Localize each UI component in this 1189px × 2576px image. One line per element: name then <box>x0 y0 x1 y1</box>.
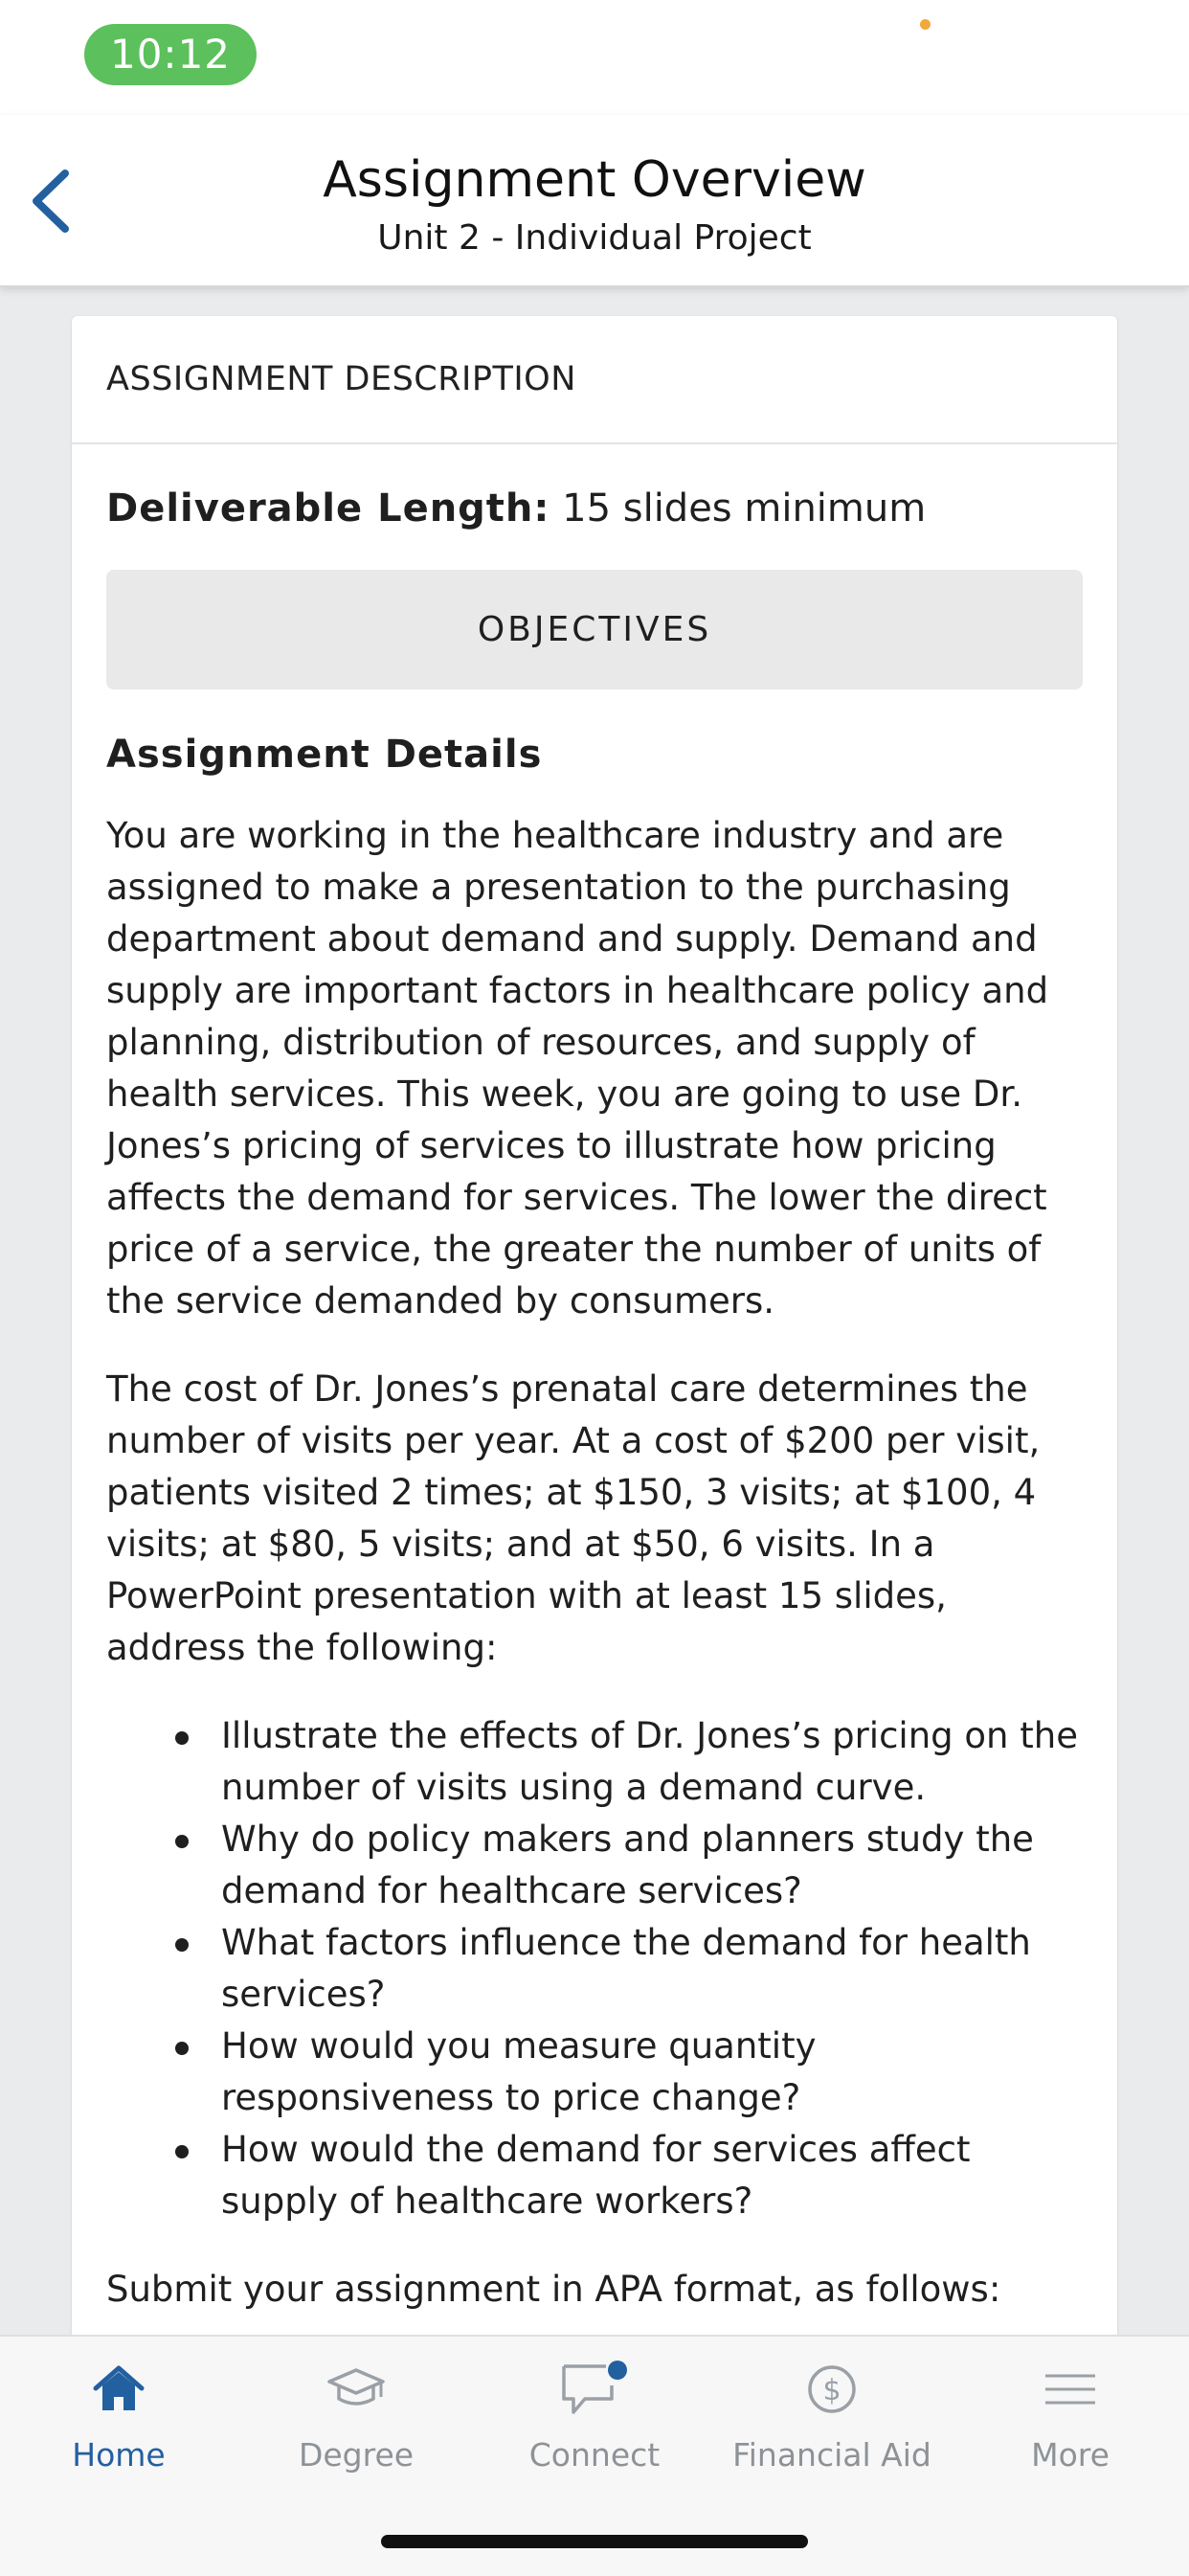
assignment-details-heading: Assignment Details <box>106 733 543 777</box>
list-item: What factors influence the demand for health services? <box>221 1917 1090 2021</box>
home-indicator[interactable] <box>381 2535 808 2548</box>
questions-list <box>106 1710 1083 2227</box>
menu-lines-icon <box>1043 2370 1097 2408</box>
deliverable-length <box>106 479 1083 538</box>
deliverable-value: 15 slides minimum <box>562 486 927 531</box>
graduation-cap-icon <box>325 2362 387 2416</box>
objectives-button[interactable]: OBJECTIVES <box>106 570 1083 689</box>
tab-home[interactable] <box>0 2356 237 2480</box>
list-item: How would the demand for services affect supply of healthcare workers? <box>221 2124 1090 2227</box>
navigation-header <box>0 115 1189 287</box>
details-paragraph-1: You are working in the healthcare industry and are assigned to make a presentation to the purchasing department about demand and supply. Demand and supply are important factors in healthcare policy and planning, distribution of resources, and supply of health services. This week, you are going to use Dr. Jones’s pricing of services to illustrate how pricing affects the demand for services. The lower the direct price of a service, the greater the number of units of the service demanded by consumers. <box>106 815 1049 1322</box>
chevron-left-icon <box>29 168 71 235</box>
status-time: 10:12 <box>84 24 257 85</box>
card-body <box>72 479 1117 2316</box>
details-paragraph-2: The cost of Dr. Jones’s prenatal care determines the number of visits per year. At a cost of $200 per visit, patients visited 2 times; at $150, 3 visits; at $100, 4 visits; at $80, 5 visits; and at $50, 6 visits. In a PowerPoint presentation with at least 15 slides, address the following: <box>106 1368 1041 1668</box>
submit-instructions: Submit your assignment in APA format, as follows: <box>106 2269 1001 2310</box>
tab-connect[interactable] <box>476 2356 713 2480</box>
svg-text:$: $ <box>822 2374 841 2407</box>
tab-label: Connect <box>528 2436 661 2474</box>
tab-label: Financial Aid <box>732 2436 931 2474</box>
tab-label: Home <box>72 2436 166 2474</box>
page-subtitle: Unit 2 - Individual Project <box>377 218 812 258</box>
list-item: Illustrate the effects of Dr. Jones’s pricing on the number of visits using a demand curve. <box>221 1710 1090 1814</box>
dollar-circle-icon <box>805 2362 859 2416</box>
tab-financial-aid[interactable] <box>713 2356 951 2480</box>
card-section-title: ASSIGNMENT DESCRIPTION <box>72 316 1117 444</box>
deliverable-label: Deliverable Length: <box>106 486 550 531</box>
home-icon <box>92 2362 146 2416</box>
back-button[interactable] <box>11 163 88 239</box>
list-item: Why do policy makers and planners study the demand for healthcare services? <box>221 1814 1090 1917</box>
assignment-description-card <box>72 316 1117 2471</box>
tab-more[interactable] <box>952 2356 1189 2480</box>
notification-dot <box>608 2361 627 2380</box>
page-title: Assignment Overview <box>323 151 866 209</box>
tab-label: Degree <box>298 2436 415 2474</box>
status-bar <box>0 0 1189 115</box>
tab-degree[interactable] <box>237 2356 475 2480</box>
list-item: How would you measure quantity responsiveness to price change? <box>221 2021 1090 2124</box>
privacy-indicator-dot <box>920 19 931 30</box>
chat-bubble-icon <box>558 2359 631 2420</box>
tab-label: More <box>1031 2436 1110 2474</box>
